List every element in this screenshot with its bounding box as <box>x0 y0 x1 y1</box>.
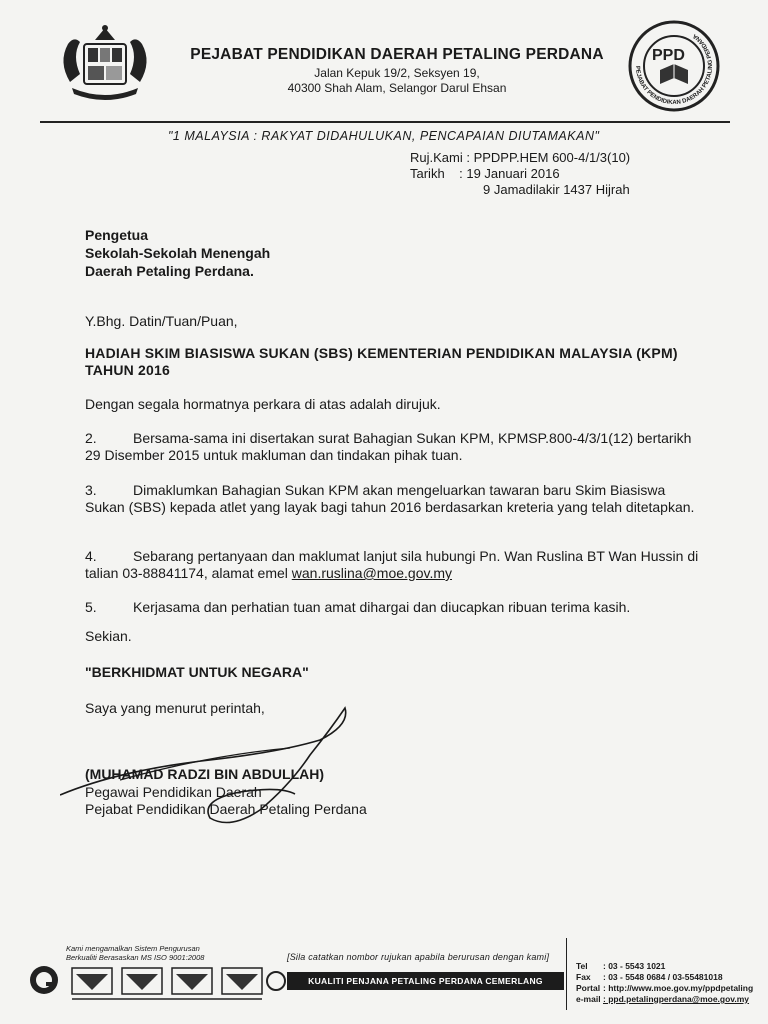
portal-link[interactable]: : http://www.moe.gov.my/ppdpetaling <box>603 983 754 993</box>
cert-note-line-1: Kami mengamalkan Sistem Pengurusan <box>66 944 200 953</box>
contact-value: : 03 - 5548 0684 / 03-55481018 <box>603 972 723 982</box>
quality-banner: KUALITI PENJANA PETALING PERDANA CEMERLANG <box>287 972 564 990</box>
paragraph-4 <box>85 548 705 582</box>
contact-tel <box>576 961 665 971</box>
signatory-office: Pejabat Pendidikan Daerah Petaling Perdana <box>85 801 367 817</box>
paragraph-1: Dengan segala hormatnya perkara di atas adalah dirujuk. <box>85 396 441 412</box>
address-line-2: 40300 Shah Alam, Selangor Darul Ehsan <box>287 81 507 95</box>
hijri-date: 9 Jamadilakir 1437 Hijrah <box>483 182 630 197</box>
coat-of-arms-icon <box>50 22 160 104</box>
contact-email <box>576 994 749 1004</box>
signatory-title: Pegawai Pendidikan Daerah <box>85 784 262 800</box>
paragraph-number: 4. <box>85 548 97 564</box>
contact-label: e-mail <box>576 994 601 1004</box>
national-motto: "1 MALAYSIA : RAKYAT DIDAHULUKAN, PENCAPAIAN DIUTAMAKAN" <box>168 129 600 143</box>
address-line-1: Jalan Kepuk 19/2, Seksyen 19, <box>314 66 480 80</box>
paragraph-text: Dimaklumkan Bahagian Sukan KPM akan mengeluarkan tawaran baru Skim Biasiswa Sukan (SBS) kepada atlet yang layak bagi tahun 2016 berdasarkan kreteria yang telah ditetapkan. <box>85 482 695 515</box>
letter-subject: HADIAH SKIM BIASISWA SUKAN (SBS) KEMENTERIAN PENDIDIKAN MALAYSIA (KPM) TAHUN 2016 <box>85 345 678 378</box>
paragraph-5 <box>85 599 705 616</box>
paragraph-2 <box>85 430 705 464</box>
contact-value: : 03 - 5543 1021 <box>603 961 666 971</box>
salutation: Y.Bhg. Datin/Tuan/Puan, <box>85 313 238 329</box>
footer-divider <box>566 938 567 1010</box>
contact-email-link[interactable]: wan.ruslina@moe.gov.my <box>291 565 453 581</box>
contact-fax <box>576 972 723 982</box>
service-motto: "BERKHIDMAT UNTUK NEGARA" <box>85 664 309 680</box>
paragraph-text: Sebarang pertanyaan dan maklumat lanjut sila hubungi Pn. Wan Ruslina BT Wan Hussin di talian 03-88841174, alamat emel <box>85 548 699 581</box>
ppd-logo-icon <box>626 18 722 114</box>
contact-label: Tel <box>576 961 588 971</box>
header-divider <box>40 121 730 123</box>
contact-portal <box>576 983 753 993</box>
paragraph-number: 2. <box>85 430 97 446</box>
order-line: Saya yang menurut perintah, <box>85 700 265 716</box>
closing: Sekian. <box>85 628 132 644</box>
paragraph-number: 3. <box>85 482 97 498</box>
svg-text:PPD: PPD <box>652 47 685 64</box>
cert-note-line-2: Berkualiti Berasaskan MS ISO 9001:2008 <box>66 953 205 962</box>
reference-note: [Sila catatkan nombor rujukan apabila berurusan dengan kami] <box>287 952 550 962</box>
contact-label: Fax <box>576 972 591 982</box>
paragraph-3 <box>85 482 705 516</box>
email-link[interactable]: : ppd.petalingperdana@moe.gov.my <box>603 994 750 1004</box>
paragraph-number: 5. <box>85 599 97 615</box>
signatory-name: (MUHAMAD RADZI BIN ABDULLAH) <box>85 766 324 782</box>
office-name: PEJABAT PENDIDIKAN DAERAH PETALING PERDANA <box>190 46 604 63</box>
paragraph-text: Bersama-sama ini disertakan surat Bahagian Sukan KPM, KPMSP.800-4/3/1(12) bertarikh 29 Disember 2015 untuk makluman dan tindakan pihak tuan. <box>85 430 692 463</box>
reference-number: Ruj.Kami : PPDPP.HEM 600-4/1/3(10) <box>410 150 631 165</box>
contact-label: Portal <box>576 983 601 993</box>
recipient-line-3: Daerah Petaling Perdana. <box>85 263 254 279</box>
recipient-line-2: Sekolah-Sekolah Menengah <box>85 245 271 261</box>
svg-text:PEJABAT PENDIDIKAN DAERAH PETA: PEJABAT PENDIDIKAN DAERAH PETALING PERDANA <box>633 32 715 107</box>
certification-logos-icon <box>28 956 286 1010</box>
handwritten-signature <box>60 700 380 830</box>
letter-date: Tarikh : 19 Januari 2016 <box>410 166 560 181</box>
paragraph-text: Kerjasama dan perhatian tuan amat dihargai dan diucapkan ribuan terima kasih. <box>133 599 631 615</box>
recipient-line-1: Pengetua <box>85 227 149 243</box>
